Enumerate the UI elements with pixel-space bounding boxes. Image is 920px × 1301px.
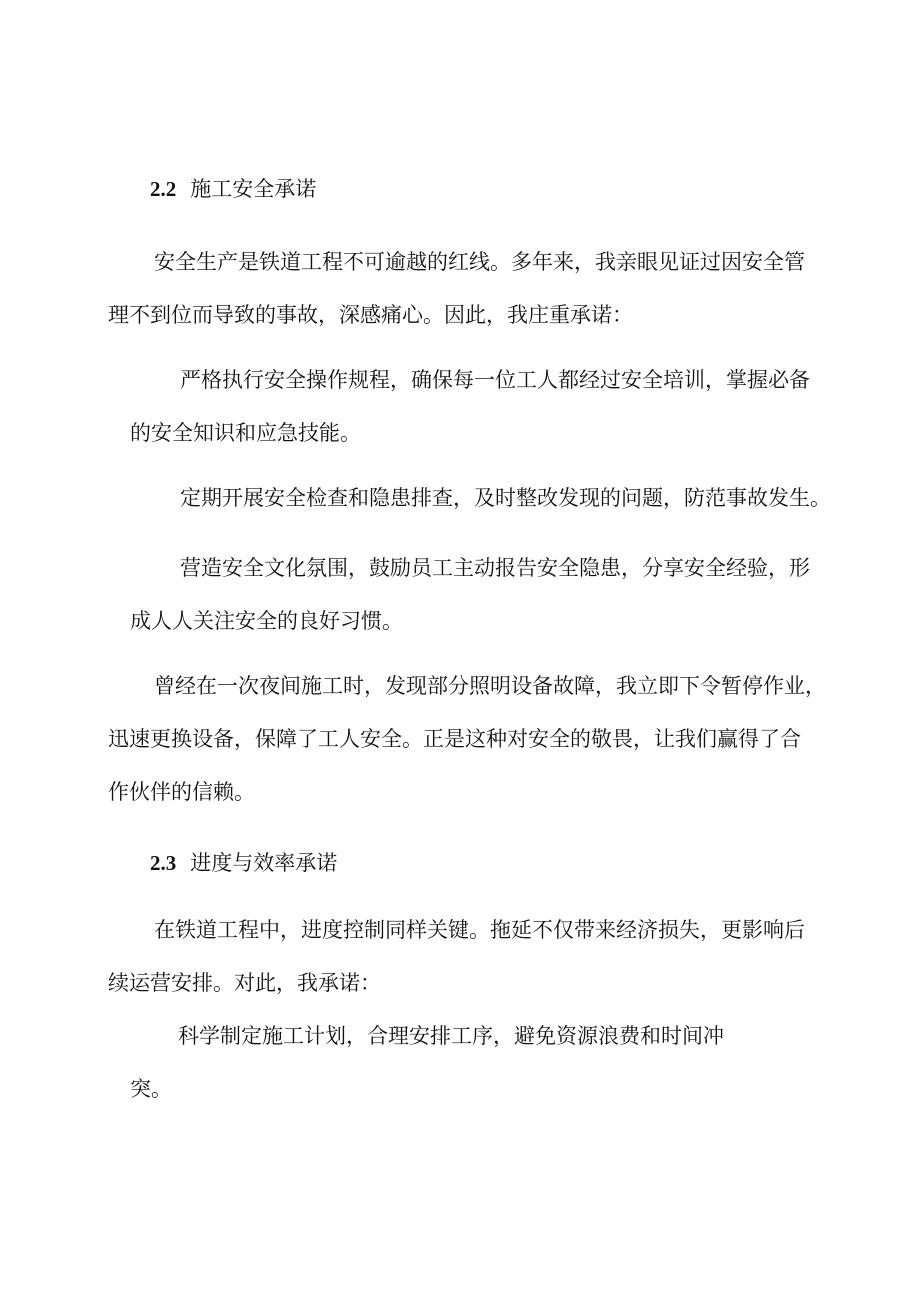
paragraph-line: 营造安全文化氛围，鼓励员工主动报告安全隐患，分享安全经验，形 (180, 556, 810, 580)
paragraph-schedule-intro (108, 904, 805, 1010)
paragraph-line: 的安全知识和应急技能。 (130, 421, 361, 445)
paragraph-line: 突。 (130, 1077, 172, 1101)
commitment-item-schedule-plan (130, 1010, 724, 1116)
paragraph-safety-story (108, 660, 826, 819)
paragraph-line: 定期开展安全检查和隐患排查，及时整改发现的问题，防范事故发生。 (180, 486, 831, 510)
paragraph-safety-intro (108, 236, 805, 342)
section-number: 2.2 (150, 177, 177, 201)
paragraph-line: 在铁道工程中，进度控制同样关键。拖延不仅带来经济损失，更影响后 (154, 918, 805, 942)
paragraph-line: 迅速更换设备，保障了工人安全。正是这种对安全的敬畏，让我们赢得了合 (108, 727, 801, 751)
commitment-item-safety-culture (130, 542, 810, 648)
commitment-item-safety-rules (130, 354, 810, 460)
section-heading-2-3 (150, 848, 337, 878)
section-heading-2-2 (150, 174, 316, 204)
paragraph-line: 严格执行安全操作规程，确保每一位工人都经过安全培训，掌握必备 (180, 368, 810, 392)
paragraph-line: 续运营安排。对此，我承诺： (108, 971, 381, 995)
paragraph-line: 成人人关注安全的良好习惯。 (130, 609, 403, 633)
commitment-item-safety-inspection (180, 472, 831, 525)
section-title: 施工安全承诺 (190, 177, 317, 201)
paragraph-line: 科学制定施工计划，合理安排工序，避免资源浪费和时间冲 (178, 1024, 724, 1048)
section-title: 进度与效率承诺 (190, 851, 338, 875)
paragraph-line: 作伙伴的信赖。 (108, 780, 255, 804)
paragraph-line: 安全生产是铁道工程不可逾越的红线。多年来，我亲眼见证过因安全管 (154, 250, 805, 274)
paragraph-line: 理不到位而导致的事故，深感痛心。因此，我庄重承诺： (108, 303, 633, 327)
paragraph-line: 曾经在一次夜间施工时，发现部分照明设备故障，我立即下令暂停作业， (154, 674, 826, 698)
section-number: 2.3 (150, 851, 177, 875)
